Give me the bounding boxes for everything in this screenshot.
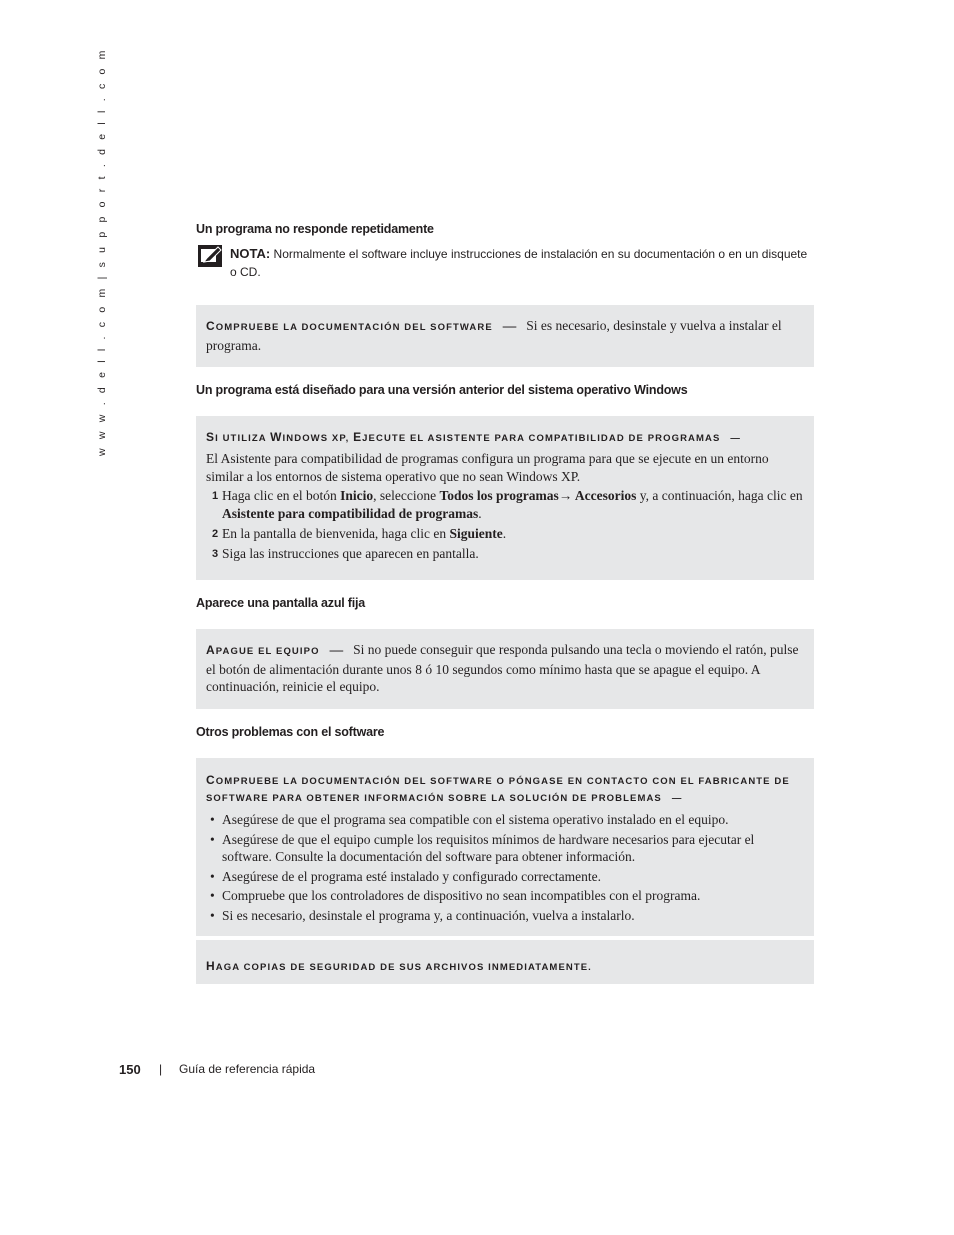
box-text: Si no puede conseguir que responda pulsando una tecla o moviendo el ratón, pulse el botón de alimentación durante unos 8 ó 10 segundos como mínimo hasta que se apague el equipo. A continuación, reinicie el equipo. [206,642,799,694]
bullet-item: • Asegúrese de que el equipo cumple los requisitos mínimos de hardware necesarios para ejecutar el software. Consulte la documentación del software para obtener información. [210,831,755,864]
box-turn-off-computer [196,629,814,709]
caption-initial: C [206,319,216,333]
box-caption: HAGA COPIAS DE SEGURIDAD DE SUS ARCHIVOS INMEDIATAMENTE. [206,959,592,973]
step-2: 2 En la pantalla de bienvenida, haga clic en Siguiente. [212,526,507,541]
side-url-text: w w w . d e l l . c o m | s u p p o r t . d e l l . c o m [96,47,108,456]
box-backup-files [196,940,814,984]
note-pencil-icon [198,245,222,267]
caption-dash: — [502,318,517,333]
box-check-documentation [196,305,814,367]
heading-version-anterior: Un programa está diseñado para una versión anterior del sistema operativo Windows [196,383,688,397]
footer-separator: | [159,1062,163,1076]
caption-dash: — [329,642,344,657]
bullet-item: • Si es necesario, desinstale el programa y, a continuación, vuelva a instalarlo. [210,907,635,923]
box-contact-manufacturer [196,758,814,936]
heading-no-responde: Un programa no responde repetidamente [196,222,434,236]
page-number: 150 [119,1062,141,1077]
footer-title: Guía de referencia rápida [179,1062,316,1076]
box-compatibility-wizard [196,416,814,580]
heading-otros-problemas: Otros problemas con el software [196,725,385,739]
caption-initial: A [206,643,216,657]
note-text [230,245,810,281]
note-label: NOTA: [230,246,271,261]
step-3: 3 Siga las instrucciones que aparecen en pantalla. [212,546,479,561]
note-body: Normalmente el software incluye instrucciones de instalación en su documentación o en un disquete o CD. [230,247,808,279]
caption-text: PAGUE EL EQUIPO [215,646,320,657]
box-text: Si es necesario, desinstale y vuelva a instalar el programa. [206,318,782,353]
bullet-item: • Asegúrese de el programa esté instalado y configurado correctamente. [210,868,601,884]
bullet-item: • Asegúrese de que el programa sea compatible con el sistema operativo instalado en el equipo. [210,812,729,827]
step-1: 1 Haga clic en el botón Inicio, seleccione Todos los programas→ Accesorios y, a continuación, haga clic en Asistente para compatibilidad de programas. [212,488,803,521]
caption-text: OMPRUEBE LA DOCUMENTACIÓN DEL SOFTWARE [215,322,493,333]
box-caption: SI UTILIZA WINDOWS XP, EJECUTE EL ASISTENTE PARA COMPATIBILIDAD DE PROGRAMAS — [206,430,742,444]
box-caption: COMPRUEBE LA DOCUMENTACIÓN DEL SOFTWARE O PÓNGASE EN CONTACTO CON EL FABRICANTE DE SOFTWARE PARA OBTENER INFORMACIÓN SOBRE LA SOLUCIÓN DE PROBLEMAS — [206,773,790,804]
heading-pantalla-azul: Aparece una pantalla azul fija [196,596,366,610]
box-intro: El Asistente para compatibilidad de programas configura un programa para que se ejecute en un entorno similar a los entornos de sistema operativo que no sean Windows XP. [206,451,769,484]
bullet-item: • Compruebe que los controladores de dispositivo no sean incompatibles con el programa. [210,888,701,903]
page-footer [119,1062,316,1077]
